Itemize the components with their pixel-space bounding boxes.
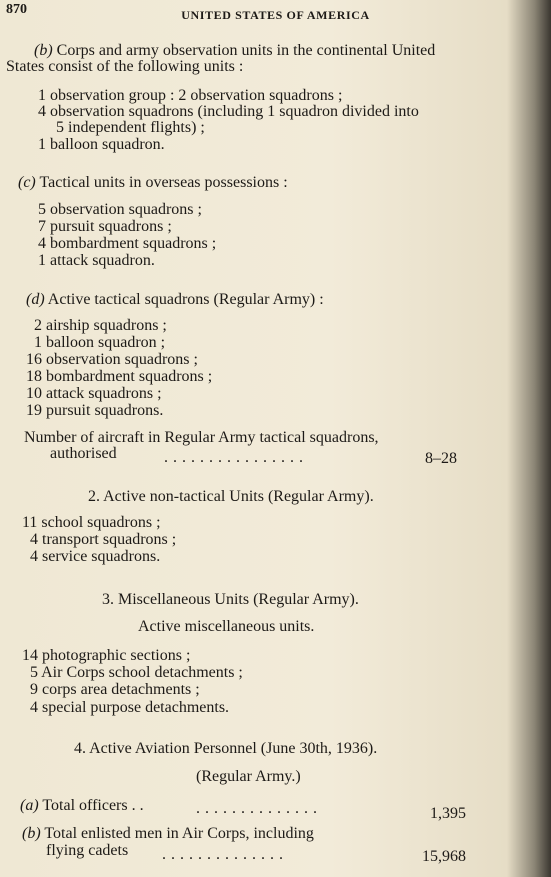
section-4-subheading: (Regular Army.) <box>196 768 301 785</box>
enlisted-label <box>22 826 314 842</box>
aircraft-count-label: Number of aircraft in Regular Army tactical squadrons, <box>24 429 379 446</box>
running-title: UNITED STATES OF AMERICA <box>181 8 370 22</box>
list-item: 16 observation squadrons ; <box>26 351 198 368</box>
item-a-text: Total officers . . <box>42 797 144 814</box>
list-item: 1 balloon squadron ; <box>34 334 166 351</box>
list-item: 4 bombardment squadrons ; <box>38 235 217 252</box>
list-item: 1 observation group : 2 observation squadrons ; <box>38 87 343 104</box>
list-item: 14 photographic sections ; <box>22 647 191 664</box>
list-item: 18 bombardment squadrons ; <box>26 368 213 385</box>
list-item: 7 pursuit squadrons ; <box>38 218 172 235</box>
enlisted-value: 15,968 <box>422 848 466 865</box>
page-number: 870 <box>6 2 27 17</box>
list-item: 19 pursuit squadrons. <box>26 402 164 419</box>
list-item: 2 airship squadrons ; <box>34 317 167 334</box>
list-item: 4 transport squadrons ; <box>30 531 177 548</box>
section-b-marker: (b) <box>34 42 53 59</box>
section-d-heading-text: Active tactical squadrons (Regular Army) : <box>47 291 324 308</box>
section-d-marker: (d) <box>26 291 45 308</box>
section-2-heading: 2. Active non-tactical Units (Regular Army). <box>88 488 374 505</box>
section-4-heading: 4. Active Aviation Personnel (June 30th, 1936). <box>74 740 378 757</box>
list-item: 4 service squadrons. <box>30 548 161 565</box>
section-c-heading-text: Tactical units in overseas possessions : <box>39 174 288 191</box>
item-b-marker: (b) <box>22 825 41 842</box>
section-b-line1 <box>34 43 435 59</box>
list-item: 5 observation squadrons ; <box>38 201 202 218</box>
section-c-heading <box>18 175 288 191</box>
list-item: 5 Air Corps school detachments ; <box>30 664 243 681</box>
leader-dots: . . . . . . . . . . . . . . <box>196 800 318 817</box>
leader-dots: . . . . . . . . . . . . . . . . <box>164 449 304 466</box>
list-item: 11 school squadrons ; <box>22 514 161 531</box>
item-a-marker: (a) <box>20 797 39 814</box>
section-d-heading <box>26 292 324 308</box>
section-c-marker: (c) <box>18 174 36 191</box>
section-b-line2: States consist of the following units : <box>6 58 244 75</box>
section-3-heading: 3. Miscellaneous Units (Regular Army). <box>102 591 359 608</box>
total-officers-value: 1,395 <box>430 805 466 822</box>
aircraft-count-label-cont: authorised <box>50 445 117 462</box>
list-item: 9 corps area detachments ; <box>30 681 200 698</box>
section-3-subheading: Active miscellaneous units. <box>138 618 315 635</box>
list-item: 4 special purpose detachments. <box>30 699 230 716</box>
list-item: 1 balloon squadron. <box>38 136 165 153</box>
list-item: 5 independent flights) ; <box>56 119 205 136</box>
aircraft-count-value: 8–28 <box>425 450 457 467</box>
list-item: 4 observation squadrons (including 1 squadron divided into <box>38 103 419 120</box>
total-officers-label <box>20 798 144 814</box>
section-b-text1: Corps and army observation units in the continental United <box>56 42 436 59</box>
enlisted-label-cont: flying cadets <box>46 842 129 859</box>
list-item: 1 attack squadron. <box>38 252 155 269</box>
item-b-text: Total enlisted men in Air Corps, including <box>44 825 314 842</box>
leader-dots: . . . . . . . . . . . . . . <box>162 846 284 863</box>
list-item: 10 attack squadrons ; <box>26 385 162 402</box>
